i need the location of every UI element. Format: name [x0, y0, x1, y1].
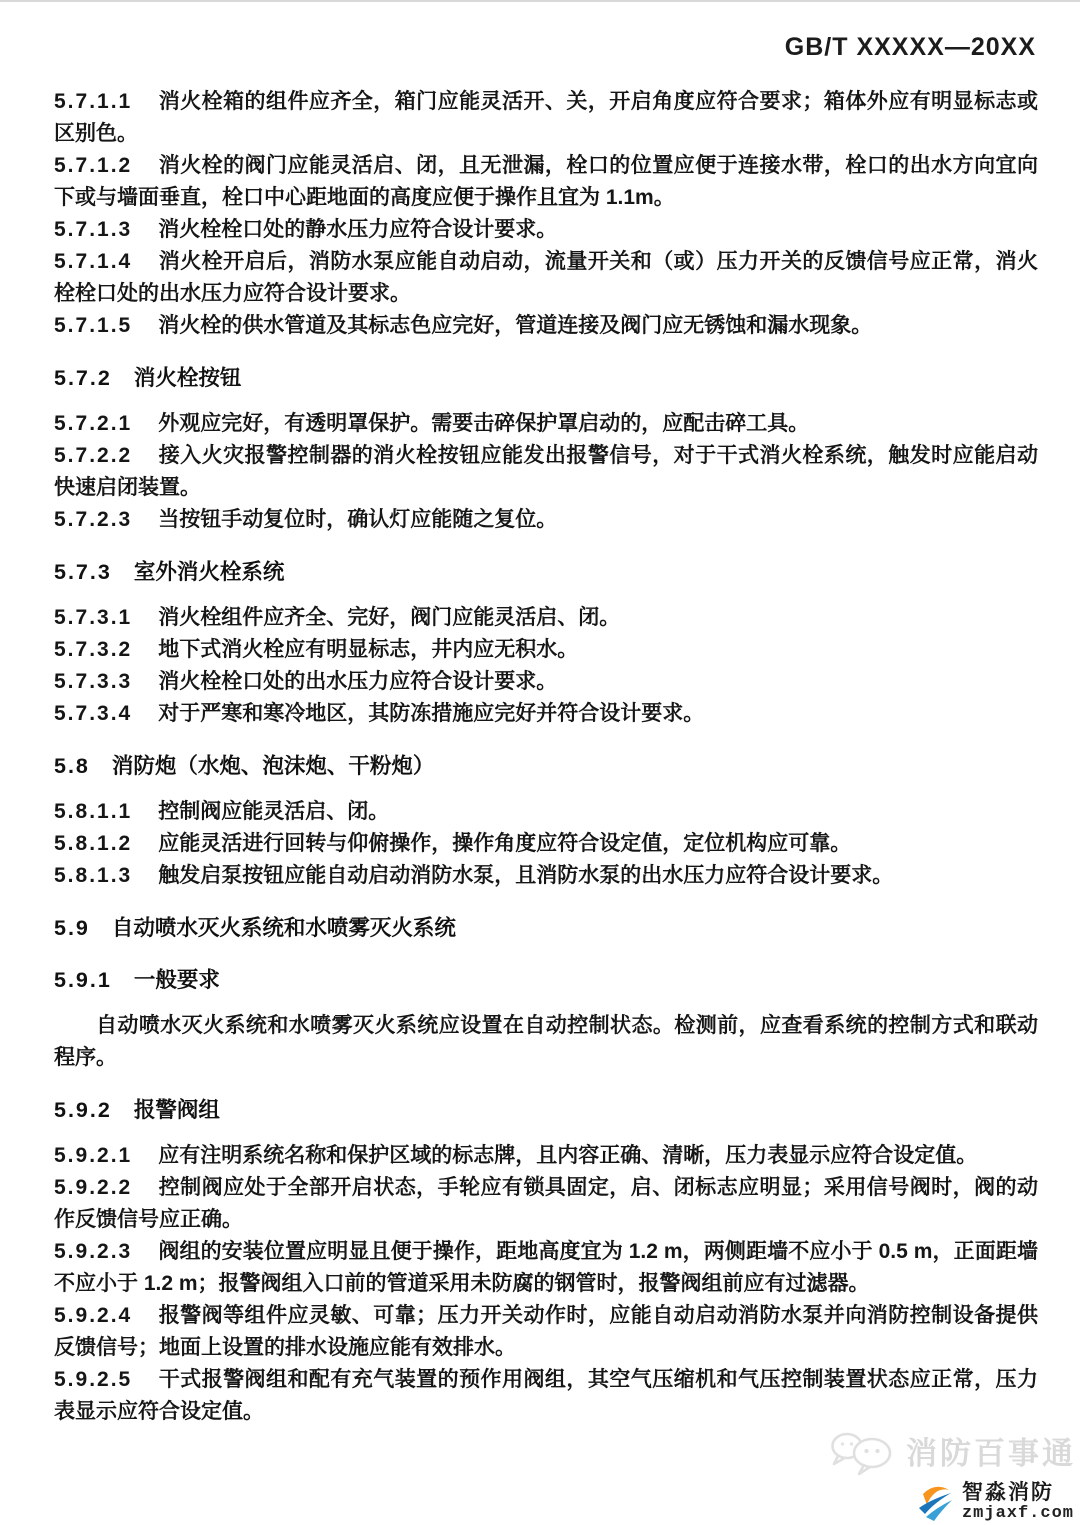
clause-text: 触发启泵按钮应能自动启动消防水泵，且消防水泵的出水压力应符合设计要求。	[158, 864, 894, 887]
clause-number: 5.9.2.1	[54, 1144, 133, 1167]
clause	[54, 828, 1038, 860]
clause-number: 5.7.1.2	[54, 154, 133, 177]
clause	[54, 860, 1038, 892]
clause	[54, 150, 1038, 214]
clause-number: 5.9.2.5	[54, 1368, 133, 1391]
section-heading	[54, 912, 1038, 944]
clause-number: 5.7.2	[54, 366, 112, 390]
clause	[54, 1300, 1038, 1364]
clause	[54, 504, 1038, 536]
clause	[54, 310, 1038, 342]
clause-number: 5.9	[54, 916, 90, 940]
clause-text: 报警阀等组件应灵敏、可靠；压力开关动作时，应能自动启动消防水泵并向消防控制设备提供反馈信号；地面上设置的排水设施应能有效排水。	[54, 1304, 1038, 1359]
clause-text: 外观应完好，有透明罩保护。需要击碎保护罩启动的，应配击碎工具。	[158, 412, 810, 435]
clause-text: 消火栓开启后，消防水泵应能自动启动，流量开关和（或）压力开关的反馈信号应正常，消火栓栓口处的出水压力应符合设计要求。	[54, 250, 1038, 305]
clause	[54, 440, 1038, 504]
clause-number: 5.9.2.4	[54, 1304, 133, 1327]
section-heading	[54, 1094, 1038, 1126]
clause-number: 5.7.1.3	[54, 218, 133, 241]
clause-number: 5.7.2.1	[54, 412, 133, 435]
clause-number: 5.7.3.3	[54, 670, 133, 693]
clause-number: 5.8	[54, 754, 90, 778]
clause	[54, 666, 1038, 698]
clause-text: 接入火灾报警控制器的消火栓按钮应能发出报警信号，对于干式消火栓系统，触发时应能启动快速启闭装置。	[54, 444, 1038, 499]
clause-number: 5.8.1.1	[54, 800, 133, 823]
clause-text: 应有注明系统名称和保护区域的标志牌，且内容正确、清晰，压力表显示应符合设定值。	[158, 1144, 978, 1167]
section-heading	[54, 556, 1038, 588]
clause	[54, 246, 1038, 310]
clause-number: 5.9.2.2	[54, 1176, 133, 1199]
clause-text: 消火栓组件应齐全、完好，阀门应能灵活启、闭。	[158, 606, 621, 629]
section-heading	[54, 362, 1038, 394]
clause	[54, 796, 1038, 828]
clause-text: 报警阀组	[133, 1098, 220, 1122]
section-heading	[54, 750, 1038, 782]
clause-text: 消火栓按钮	[133, 366, 242, 390]
clause-number: 5.7.3.1	[54, 606, 133, 629]
watermark	[826, 1429, 1076, 1523]
zhimiao-logo-icon	[914, 1481, 956, 1523]
clause-text: 消火栓的阀门应能灵活启、闭，且无泄漏，栓口的位置应便于连接水带，栓口的出水方向宜向下或与墙面垂直，栓口中心距地面的高度应便于操作且宜为 1.1m。	[54, 154, 1038, 209]
clause-number: 5.7.1.4	[54, 250, 133, 273]
clause-text: 干式报警阀组和配有充气装置的预作用阀组，其空气压缩机和气压控制装置状态应正常，压力表显示应符合设定值。	[54, 1368, 1038, 1423]
clause-number: 5.7.3.4	[54, 702, 133, 725]
watermark-company-row	[826, 1481, 1076, 1523]
clause-number: 5.7.1.1	[54, 90, 133, 113]
clause	[54, 214, 1038, 246]
clause	[54, 408, 1038, 440]
clause-text: 自动喷水灭火系统和水喷雾灭火系统	[111, 916, 456, 940]
body-paragraph	[54, 1010, 1038, 1074]
clause-number: 5.8.1.2	[54, 832, 133, 855]
clause	[54, 1364, 1038, 1428]
watermark-company-label: 智淼消防	[961, 1481, 1054, 1504]
chat-bubbles-icon	[826, 1429, 900, 1479]
clause	[54, 602, 1038, 634]
watermark-brand-label: 消防百事通	[906, 1436, 1076, 1471]
clause-number: 5.9.2	[54, 1098, 112, 1122]
clause-number: 5.9.2.3	[54, 1240, 133, 1263]
clause	[54, 698, 1038, 730]
standard-number: GB/T XXXXX—20XX	[784, 33, 1036, 61]
clause	[54, 634, 1038, 666]
section-heading	[54, 964, 1038, 996]
clause-text: 一般要求	[133, 968, 220, 992]
clause	[54, 1140, 1038, 1172]
clause-text: 当按钮手动复位时，确认灯应能随之复位。	[158, 508, 558, 531]
clause-number: 5.7.1.5	[54, 314, 133, 337]
clause	[54, 86, 1038, 150]
clause-text: 消火栓栓口处的出水压力应符合设计要求。	[158, 670, 558, 693]
clause-text: 控制阀应处于全部开启状态，手轮应有锁具固定，启、闭标志应明显；采用信号阀时，阀的动作反馈信号应正确。	[54, 1176, 1038, 1231]
clause	[54, 1236, 1038, 1300]
clause-text: 对于严寒和寒冷地区，其防冻措施应完好并符合设计要求。	[158, 702, 705, 725]
watermark-brand-row	[826, 1429, 1076, 1479]
clause-number: 5.7.3	[54, 560, 112, 584]
clause-text: 自动喷水灭火系统和水喷雾灭火系统应设置在自动控制状态。检测前，应查看系统的控制方式和联动程序。	[54, 1014, 1038, 1069]
clause-text: 消火栓的供水管道及其标志色应完好，管道连接及阀门应无锈蚀和漏水现象。	[158, 314, 873, 337]
clause-number: 5.7.3.2	[54, 638, 133, 661]
clause-text: 室外消火栓系统	[133, 560, 285, 584]
clause-text: 消火栓箱的组件应齐全，箱门应能灵活开、关，开启角度应符合要求；箱体外应有明显标志或区别色。	[54, 90, 1038, 145]
clause-number: 5.8.1.3	[54, 864, 133, 887]
document-page	[0, 2, 1080, 1525]
clause-list	[54, 86, 1038, 1428]
clause-number: 5.9.1	[54, 968, 112, 992]
watermark-site-label: zmjaxf.com	[961, 1504, 1074, 1523]
clause-text: 地下式消火栓应有明显标志，井内应无积水。	[158, 638, 579, 661]
clause-text: 消火栓栓口处的静水压力应符合设计要求。	[158, 218, 558, 241]
clause	[54, 1172, 1038, 1236]
clause-text: 应能灵活进行回转与仰俯操作，操作角度应符合设定值，定位机构应可靠。	[158, 832, 852, 855]
clause-text: 控制阀应能灵活启、闭。	[158, 800, 390, 823]
clause-text: 消防炮（水炮、泡沫炮、干粉炮）	[111, 754, 435, 778]
clause-number: 5.7.2.2	[54, 444, 133, 467]
clause-text: 阀组的安装位置应明显且便于操作，距地高度宜为 1.2 m，两侧距墙不应小于 0.5 m，正面距墙不应小于 1.2 m；报警阀组入口前的管道采用未防腐的钢管时，报警阀组前应有过滤器。	[54, 1240, 1038, 1295]
clause-number: 5.7.2.3	[54, 508, 133, 531]
